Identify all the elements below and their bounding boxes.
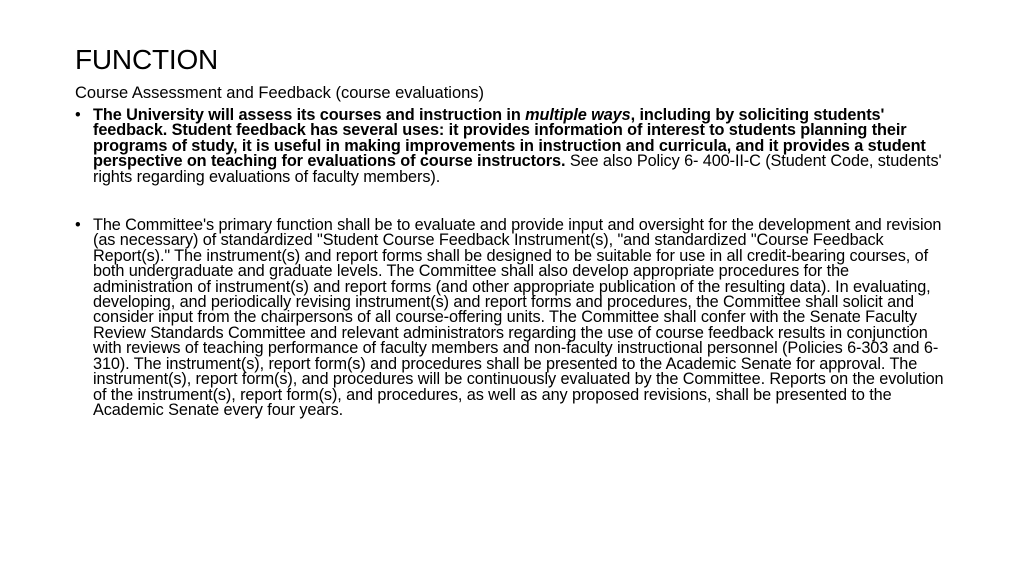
bullet-1-emphasis-text: multiple ways: [525, 106, 631, 124]
bullet-list: [75, 108, 950, 418]
slide-subtitle: Course Assessment and Feedback (course evaluations): [75, 84, 485, 102]
bullet-2-text: The Committee's primary function shall be to evaluate and provide input and oversight for the development and revision (as necessary) of standardized "Student Course Feedback Instrument(s), "and standardized "Course Feedback Report(s)." The instrument(s) and report forms shall be designed to be suitable for use in all credit-bearing courses, of both undergraduate and graduate levels. The Committee shall also develop appropriate procedures for the administration of instrument(s) and report forms (and other appropriate publication of the resulting data). In evaluating, developing, and periodically revising instrument(s) and report forms and procedures, the Committee shall solicit and consider input from the chairpersons of all course-offering units. The Committee shall confer with the Senate Faculty Review Standards Committee and relevant administrators regarding the use of course feedback results in conjunction with reviews of teaching performance of faculty members and non-faculty instructional personnel (Policies 6-303 and 6-310). The instrument(s), report form(s) and procedures shall be presented to the Academic Senate for approval. The instrument(s), report form(s), and procedures will be continuously evaluated by the Committee. Reports on the evolution of the instrument(s), report form(s), and procedures, as well as any proposed revisions, shall be presented to the Academic Senate every four years.: [93, 216, 944, 419]
bullet-1-bold-text-continued: , including by soliciting students' feedback. Student feedback has several uses: it provides information of interest to students planning their programs of study, it is useful in making improvements in instruction and curricula, and it provides a student perspective on teaching for evaluations of course instructors.: [93, 106, 926, 171]
bullet-1-bold-text: The University will assess its courses and instruction in: [93, 106, 526, 124]
bullet-marker: •: [75, 106, 81, 124]
bullet-1-normal-text: See also Policy 6- 400-II-C (Student Code, students' rights regarding evaluations of faculty members).: [93, 152, 942, 186]
bullet-item-2: [75, 218, 950, 418]
slide-title: FUNCTION: [75, 44, 219, 75]
bullet-marker: •: [75, 216, 81, 235]
bullet-item-1: [75, 108, 950, 185]
